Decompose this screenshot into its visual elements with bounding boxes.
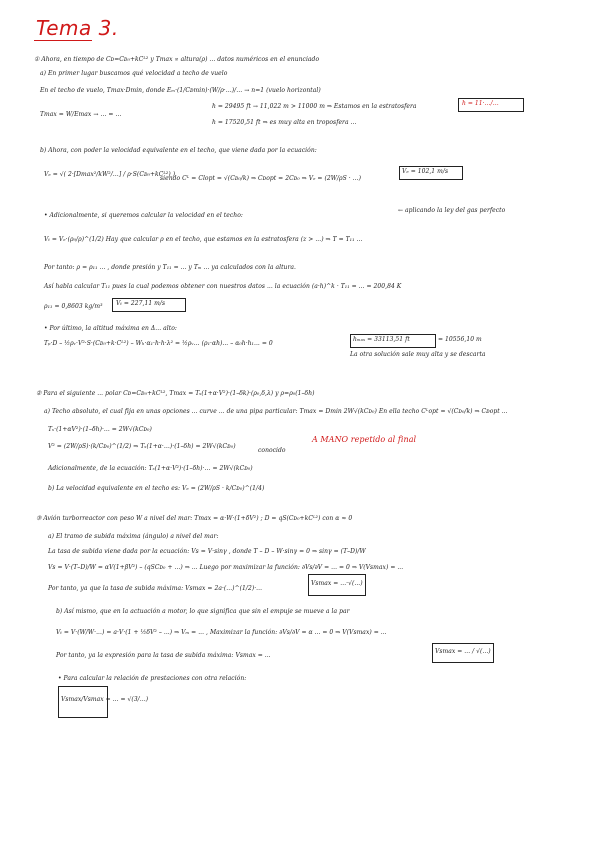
text-line: ③ Avión turborreactor con peso W a nivel del mar: Tmax = α·W·(1+δV²) ; D = qS(Cᴅ₀+kCᴸ²) con α ≈ 0 bbox=[36, 515, 353, 522]
text-line: • Para calcular la relación de prestaciones con otra relación: bbox=[58, 675, 247, 682]
text-line: siendo Cᴸ = Clopt = √(Cᴅ₀/k) ⇒ Cᴅopt = 2Cᴅ₀ ⇒ Vₑ = (2W/ρS · …) bbox=[160, 175, 362, 182]
text-line: b) Ahora, con poder la velocidad equivalente en el techo, que viene dada por la ecuación: bbox=[40, 147, 317, 154]
boxed-result: Vsmax/Vsmax = ... = √(3/…) bbox=[61, 696, 149, 703]
text-line: Vs = V·(T–D)/W = αV(1+βV²) – (qSCᴅ₀ + ...) ⇒ ... Luego por maximizar la función: ∂Vs/∂V = ... = 0 ⇒ V(Vsmax) = ... bbox=[48, 564, 404, 571]
text-line: Vₜ = Vₑ·(ρ₀/ρ)^(1/2) Hay que calcular ρ en el techo, que estamos en la estratosfera (z > ...) ⇒ T = T₁₁ ... bbox=[44, 236, 363, 243]
text-line: a) En primer lugar buscamos qué velocidad a techo de vuelo bbox=[40, 70, 228, 77]
text-line: ② Para el siguiente ... polar Cᴅ=Cᴅ₀+kCᴸ², Tmax = Tₛ(1+α·V²)·(1–δk)·(ρ₀,δ,λ) y ρ=ρ₀(1–δh) bbox=[36, 390, 315, 397]
boxed-result: Vₜ = 227,11 m/s bbox=[116, 300, 166, 307]
equation: Vₑ = √( 2·[Dmax²/kW²/…] / ρ·S(Cᴅ₀+kCᴸ²) ) bbox=[44, 171, 176, 178]
text-line: Vₜ = V·(W/W·...) = a·V·(1 + ½δV² – ...) ⇒ Vₘ = ... , Maximizar la función: ∂Vs/∂V = α ... = 0 ⇒ V(Vsmax) = ... bbox=[56, 629, 387, 636]
text-line: a) Techo absoluto, el cual fija en unas opciones ... curve ... de una pipa particular: Tmax = Dmin 2W√(kCᴅ₀) En ella techo Cᴸopt = √(Cᴅ₀/k) ⇒ Cᴅopt ... bbox=[44, 408, 508, 415]
text-line: Adicionalmente, de la ecuación: Tₛ(1+α·V²)·(1–δh)·… = 2W√(kCᴅ₀) bbox=[48, 465, 253, 472]
text-line: b) La velocidad equivalente en el techo es: Vₑ = (2W/ρS · k/Cᴅ₀)^(1/4) bbox=[48, 485, 265, 492]
text-line: Tmax = W/Emax → … = … bbox=[40, 111, 122, 118]
text-line: h = 29495 ft → 11,022 m > 11000 m ⇒ Estamos en la estratosfera bbox=[212, 103, 417, 110]
text-line: h = 17520,51 ft ⇒ es muy alta en troposfera ... bbox=[212, 119, 357, 126]
text-line: ① Ahora, en tiempo de Cᴅ=Cᴅ₀+kCᴸ² y Tmax ∝ altura(ρ) ... datos numéricos en el enunciado bbox=[34, 56, 320, 63]
boxed-result: Vsmax = ...·√(...) bbox=[311, 580, 363, 587]
text-line: b) Así mismo, que en la actuación a motor, lo que significa que sin el empuje se mueve a la par bbox=[56, 608, 350, 615]
boxed-result: hₘₐₓ = 33113,51 ft bbox=[353, 336, 410, 343]
text-line: • Adicionalmente, si queremos calcular la velocidad en el techo: bbox=[44, 212, 243, 219]
text-line: V² = (2W/ρS)·(k/Cᴅ₀)^(1/2) ⇒ Tₛ(1+α·…)·(1–δh) = 2W√(kCᴅ₀) bbox=[48, 443, 236, 450]
red-annotation: A MANO repetido al final bbox=[312, 435, 417, 444]
text-line: Tₛ·(1+αV²)·(1–δh)·... = 2W√(kCᴅ₀) bbox=[48, 426, 152, 433]
text-line: Así habla calcular T₁₁ pues la cual podemos obtener con nuestros datos ... la ecuación (a·h)^k · T₁₁ = ... = 200,84 K bbox=[44, 283, 402, 290]
text-line: Por tanto: ρ = ρ₁₁ ... , donde presión y T₁₁ = ... y Tₘ ... ya calculados con la altura. bbox=[44, 264, 296, 271]
text-line: La otra solución sale muy alta y se descarta bbox=[350, 351, 486, 358]
boxed-result: Vsmax = ... / √(...) bbox=[435, 648, 491, 655]
text-line: ρ₁₁ = 0,8603 kg/m³ bbox=[44, 303, 103, 310]
text-line: Tₚ·D – ½ρᵥ·V²·S·(Cᴅ₀+k·Cᴸ²) – Wₕ·α₁·h·h·λ² = ½ρᵥ... (ρ₁·αh)... – α₀h·h₁... = 0 bbox=[44, 340, 273, 347]
text-line: conocido bbox=[258, 447, 286, 454]
title-underline bbox=[34, 40, 92, 41]
side-note: ← aplicando la ley del gas perfecto bbox=[398, 207, 506, 214]
text-line: Por tanto, ya la expresión para la tasa de subida máxima: Vsmax = ... bbox=[56, 652, 271, 659]
boxed-result: h = 11·…/… bbox=[462, 100, 499, 107]
page-title: Tema 3. bbox=[36, 16, 119, 40]
text-line: Por tanto, ya que la tasa de subida máxima: Vsmax = 2a·(...)^(1/2)·... bbox=[48, 585, 263, 592]
text-line: = 10556,10 m bbox=[438, 336, 482, 343]
text-line: • Por último, la altitud máxima en Δ... alto: bbox=[44, 325, 177, 332]
text-line: La tasa de subida viene dada por la ecuación: Vs = V·sinγ , donde T – D – W·sinγ = 0 ⇒ sinγ = (T–D)/W bbox=[48, 548, 366, 555]
boxed-result: Vₑ = 102,1 m/s bbox=[402, 168, 449, 175]
text-line: a) El tramo de subida máxima (ángulo) a nivel del mar: bbox=[48, 533, 219, 540]
text-line: En el techo de vuelo, Tmax·Dmin, donde Eₘ·(1/Cᴅmin)·(W/ρ·…)/… → n=1 (vuelo horizontal) bbox=[40, 87, 321, 94]
